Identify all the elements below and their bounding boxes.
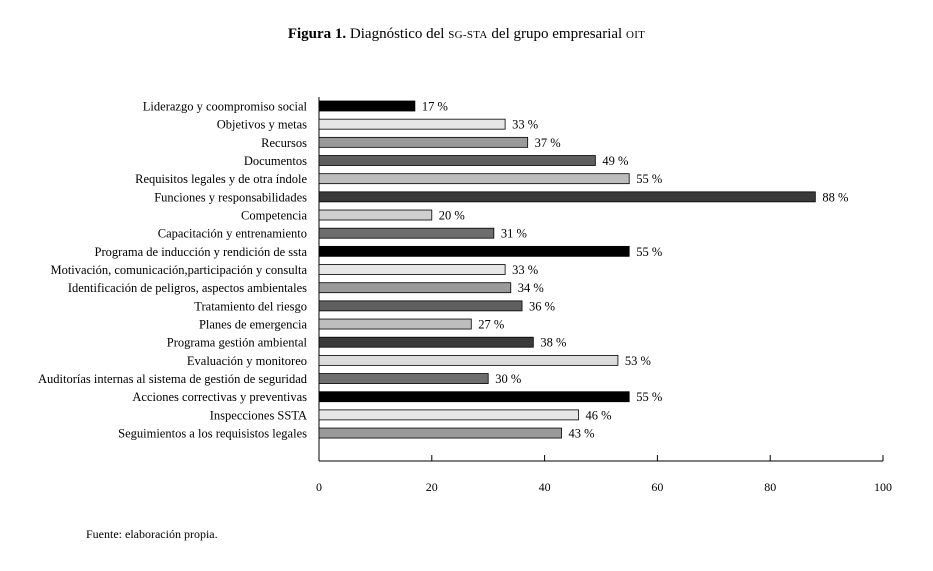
category-label: Documentos — [243, 154, 307, 169]
bar — [319, 137, 528, 147]
value-label: 37 % — [534, 135, 561, 150]
title-part2: del grupo empresarial — [491, 26, 623, 42]
bar — [319, 392, 629, 402]
bar — [319, 428, 562, 438]
value-label: 49 % — [602, 154, 629, 169]
category-label: Evaluación y monitoreo — [186, 353, 307, 368]
category-label: Identificación de peligros, aspectos ambientales — [67, 281, 307, 296]
category-label: Objetivos y metas — [216, 117, 307, 132]
x-tick-label: 40 — [538, 480, 551, 494]
value-label: 53 % — [624, 353, 651, 368]
category-label: Acciones correctivas y preventivas — [132, 390, 307, 405]
value-label: 55 % — [636, 390, 663, 405]
bar — [319, 174, 629, 184]
value-label: 17 % — [421, 99, 448, 114]
value-label: 43 % — [568, 426, 595, 441]
category-label: Seguimientos a los requisistos legales — [118, 426, 307, 441]
value-label: 33 % — [512, 117, 539, 132]
value-label: 20 % — [438, 208, 465, 223]
bar — [319, 301, 522, 311]
bar — [319, 210, 432, 220]
value-label: 36 % — [529, 299, 556, 314]
x-tick-label: 0 — [316, 480, 322, 494]
category-label: Capacitación y entrenamiento — [157, 226, 307, 241]
value-label: 31 % — [500, 226, 527, 241]
x-tick-label: 80 — [764, 480, 777, 494]
bar — [319, 410, 578, 420]
bar — [319, 355, 618, 365]
bar — [319, 101, 415, 111]
bar — [319, 228, 494, 238]
value-label: 88 % — [822, 190, 849, 205]
title-part1: Diagnóstico del — [349, 26, 445, 42]
bar — [319, 374, 488, 384]
category-label: Programa gestión ambiental — [166, 335, 307, 350]
category-label: Competencia — [241, 208, 307, 223]
value-label: 33 % — [512, 263, 539, 278]
bar — [319, 337, 533, 347]
value-label: 38 % — [540, 335, 567, 350]
bar — [319, 319, 471, 329]
figure-label: Figura 1. — [287, 26, 347, 42]
x-tick-label: 100 — [874, 480, 892, 494]
title-sc2: OIT — [625, 29, 646, 41]
source-note: Fuente: elaboración propia. — [86, 527, 218, 541]
category-label: Auditorías internas al sistema de gestión de seguridad — [37, 372, 307, 387]
category-label: Programa de inducción y rendición de ssta — [94, 244, 307, 259]
category-label: Requisitos legales y de otra índole — [135, 172, 307, 187]
category-label: Tratamiento del riesgo — [194, 299, 307, 314]
bar — [319, 265, 505, 275]
category-label: Liderazgo y coompromiso social — [142, 99, 307, 114]
value-label: 55 % — [636, 244, 663, 259]
title-sc: SG-STA — [448, 29, 488, 41]
x-tick-label: 60 — [651, 480, 664, 494]
category-label: Motivación, comunicación,participación y consulta — [50, 263, 307, 278]
x-tick-label: 20 — [425, 480, 438, 494]
value-label: 46 % — [585, 408, 612, 423]
bar — [319, 156, 595, 166]
bar — [319, 192, 815, 202]
value-label: 55 % — [636, 172, 663, 187]
value-label: 30 % — [495, 372, 522, 387]
category-label: Planes de emergencia — [198, 317, 307, 332]
value-label: 27 % — [478, 317, 505, 332]
category-label: Funciones y responsabilidades — [154, 190, 307, 205]
bar — [319, 119, 505, 129]
category-label: Recursos — [261, 135, 307, 150]
bar — [319, 246, 629, 256]
category-label: Inspecciones SSTA — [209, 408, 307, 423]
value-label: 34 % — [517, 281, 544, 296]
bar — [319, 283, 511, 293]
